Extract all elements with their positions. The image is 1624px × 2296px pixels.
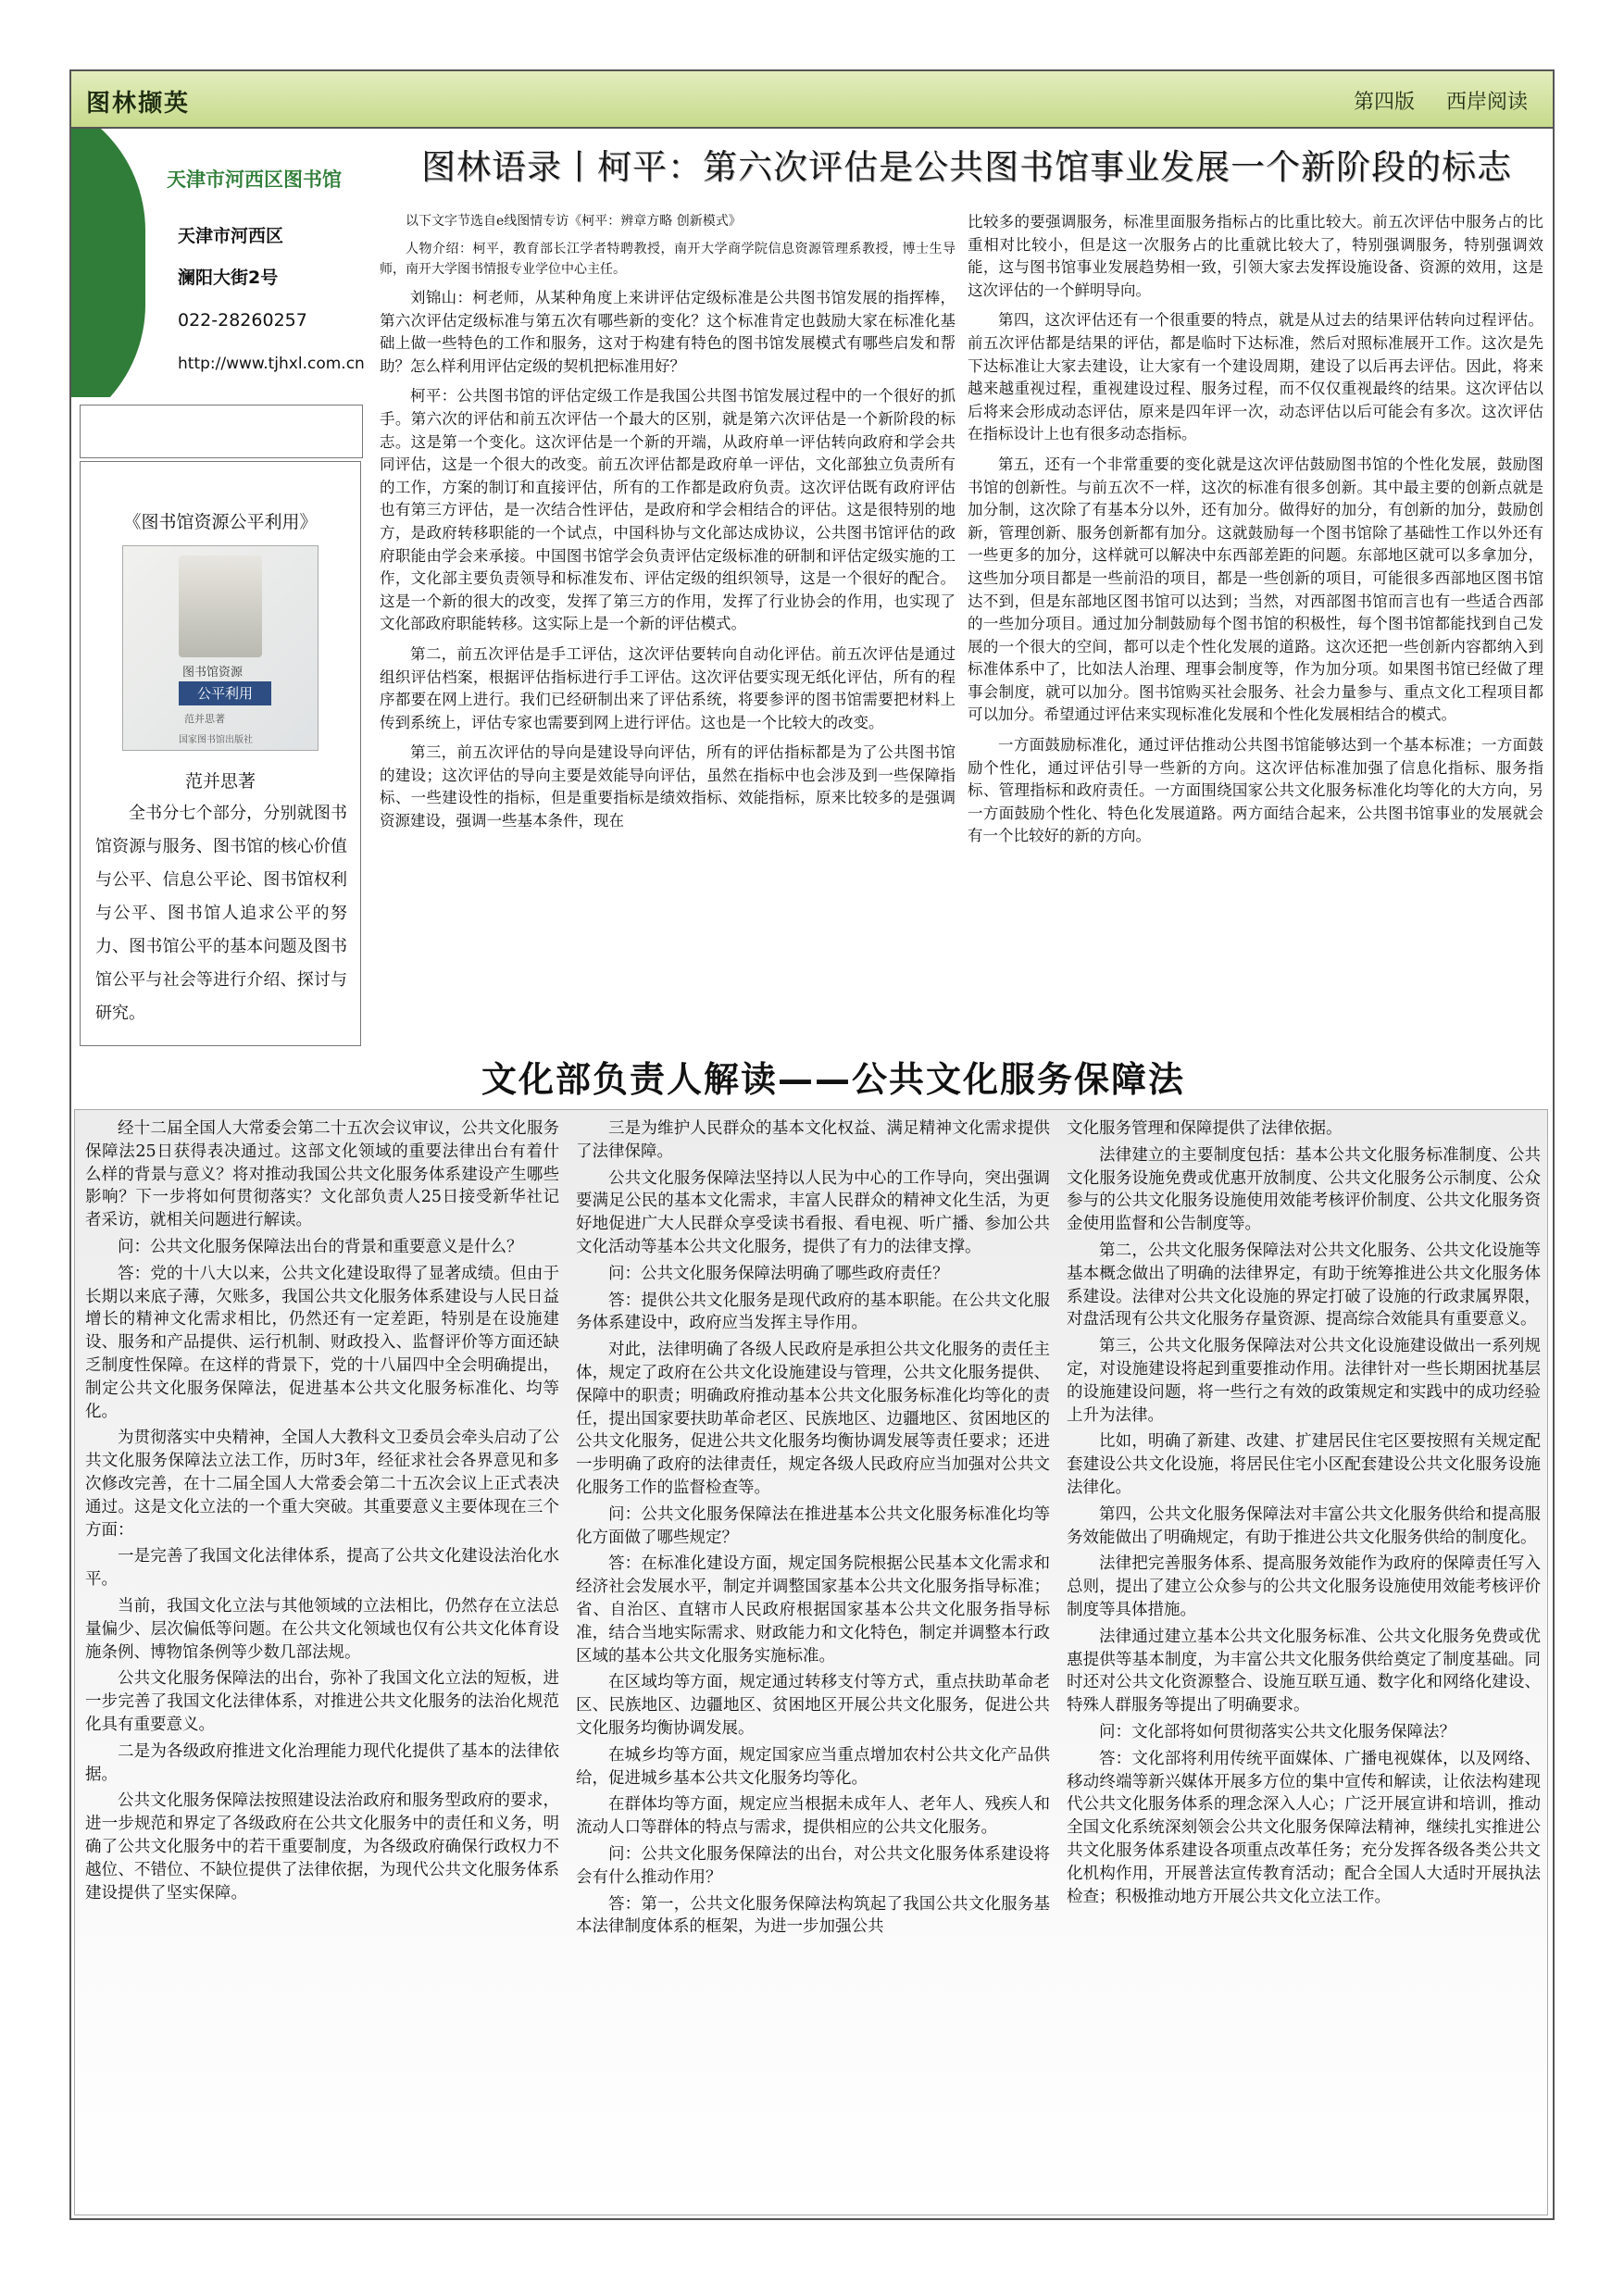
column-label: 西岸阅读 — [1446, 91, 1529, 114]
website-link[interactable]: http://www.tjhxl.com.cn — [178, 355, 365, 373]
article2-paragraph: 答：在标准化建设方面，规定国务院根据公民基本文化需求和经济社会发展水平，制定并调整国家基本公共文化服务指导标准；省、自治区、直辖市人民政府根据国家基本公共文化服务指导标准，结合当地实际需求、财政能力和文化特色，制定并调整本行政区域的基本公共文化服务实施标准。 — [576, 1554, 1050, 1666]
article2-paragraph: 公共文化服务保障法按照建设法治政府和服务型政府的要求，进一步规范和界定了各级政府在公共文化服务中的责任和义务，明确了公共文化服务中的若干重要制度，为各级政府确保行政权力不越位、不错位、不缺位提供了法律依据，为现代公共文化服务体系建设提供了坚实保障。 — [85, 1791, 559, 1903]
article2-paragraph: 二是为各级政府推进文化治理能力现代化提供了基本的法律依据。 — [85, 1741, 559, 1784]
cover-publisher: 国家图书馆出版社 — [179, 735, 253, 745]
book-title: 《图书馆资源公平利用》 — [123, 512, 318, 532]
article1-person-intro: 人物介绍：柯平，教育部长江学者特聘教授，南开大学商学院信息资源管理系教授，博士生导师，南开大学图书情报专业学位中心主任。 — [380, 242, 956, 277]
article2-paragraph: 在群体均等方面，规定应当根据未成年人、老年人、残疾人和流动人口等群体的特点与需求，提供相应的公共文化服务。 — [576, 1795, 1050, 1838]
article2-paragraph: 答：党的十八大以来，公共文化建设取得了显著成绩。但由于长期以来底子薄，欠账多，我国公共文化服务体系建设与人民日益增长的精神文化需求相比，仍然还有一定差距，特别是在设施建设、服务和产品提供、运行机制、财政投入、监督评价等方面还缺乏制度性保障。在这样的背景下，党的十八届四中全会明确提出，制定公共文化服务保障法，促进基本公共文化服务标准化、均等化。 — [85, 1264, 559, 1421]
book-recommendation-panel — [80, 461, 361, 1046]
book-cover-image — [122, 545, 319, 751]
article2-paragraph: 三是为维护人民群众的基本文化权益、满足精神文化需求提供了法律保障。 — [576, 1119, 1050, 1161]
article2-column-3 — [1067, 1117, 1541, 1912]
article2-paragraph: 第二，公共文化服务保障法对公共文化服务、公共文化设施等基本概念做出了明确的法律界定，有助于统筹推进公共文化服务体系建设。法律对公共文化设施的界定打破了设施的行政隶属界限，对盘活现有公共文化服务存量资源、提高综合效能具有重要意义。 — [1067, 1241, 1541, 1329]
article1-paragraph: 一方面鼓励标准化，通过评估推动公共图书馆能够达到一个基本标准；一方面鼓励个性化，通过评估引导一些新的方向。这次评估标准加强了信息化指标、服务指标、管理指标和政府责任。一方面围绕国家公共文化服务标准化均等化的大方向，另一方面鼓励个性化、特色化发展道路。两方面结合起来，公共图书馆事业的发展就会有一个比较好的新的方向。 — [968, 736, 1543, 845]
article1-source-note: 以下文字节选自e线图情专访《柯平：辨章方略 创新模式》 — [406, 214, 742, 229]
article2-paragraph: 经十二届全国人大常委会第二十五次会议审议，公共文化服务保障法25日获得表决通过。这部文化领域的重要法律出台有着什么样的背景与意义？将对推动我国公共文化服务体系建设产生哪些影响？下一步将如何贯彻落实？文化部负责人25日接受新华社记者采访，就相关问题进行解读。 — [85, 1119, 559, 1230]
article2-headline: 文化部负责人解读——公共文化服务保障法 — [481, 1059, 1186, 1100]
article2-paragraph: 公共文化服务保障法坚持以人民为中心的工作导向，突出强调要满足公民的基本文化需求，丰富人民群众的精神文化生活，为更好地促进广大人民群众享受读书看报、看电视、听广播、参加公共文化活动等基本公共文化服务，提供了有力的法律支撑。 — [576, 1168, 1050, 1256]
article1-column-1 — [380, 211, 956, 841]
article2-paragraph: 法律建立的主要制度包括：基本公共文化服务标准制度、公共文化服务设施免费或优惠开放制度、公共文化服务公示制度、公众参与的公共文化服务设施使用效能考核评价制度、公共文化服务资金使用监督和公告制度等。 — [1067, 1145, 1541, 1234]
cover-author: 范并思著 — [184, 713, 225, 725]
article2-paragraph: 答：文化部将利用传统平面媒体、广播电视媒体，以及网络、移动终端等新兴媒体开展多方位的集中宣传和解读，让依法构建现代公共文化服务体系的理念深入人心；广泛开展宣讲和培训，推动全国文化系统深刻领会公共文化服务保障法精神，继续扎实推进公共文化服务体系建设各项重点改革任务；充分发挥各级各类公共文化机构作用，开展普法宣传教育活动；配合全国人大适时开展执法检查；积极推动地方开展公共文化立法工作。 — [1067, 1749, 1541, 1906]
article2-paragraph: 第四，公共文化服务保障法对丰富公共文化服务供给和提高服务效能做出了明确规定，有助于推进公共文化服务供给的制度化。 — [1067, 1504, 1541, 1547]
article2-paragraph: 文化服务管理和保障提供了法律依据。 — [1067, 1119, 1343, 1138]
blank-box — [80, 405, 363, 458]
edition-label: 第四版 — [1354, 91, 1416, 114]
cover-title-line1: 图书馆资源 — [182, 666, 244, 680]
article2-column-2 — [576, 1117, 1050, 1942]
article2-paragraph: 对此，法律明确了各级人民政府是承担公共文化服务的责任主体，规定了政府在公共文化设施建设与管理，公共文化服务提供、保障中的职责；明确政府推动基本公共文化服务标准化均等化的责任，提出国家要扶助革命老区、民族地区、边疆地区、贫困地区的公共文化服务，促进公共文化服务均衡协调发展等责任要求；还进一步明确了政府的法律责任，规定各级人民政府应当加强对公共文化服务工作的监督检查等。 — [576, 1341, 1050, 1497]
library-name: 天津市河西区图书馆 — [167, 168, 342, 191]
article2-paragraph: 公共文化服务保障法的出台，弥补了我国文化立法的短板，进一步完善了我国文化法律体系，对推进公共文化服务的法治化规范化具有重要意义。 — [85, 1669, 559, 1734]
book-description: 全书分七个部分，分别就图书馆资源与服务、图书馆的核心价值与公平、信息公平论、图书馆权利与公平、图书馆人追求公平的努力、图书馆公平的基本问题及图书馆公平与社会等进行介绍、探讨与研究。 — [95, 804, 347, 1023]
address-line2: 澜阳大街2号 — [178, 268, 279, 288]
article1-paragraph: 比较多的要强调服务，标准里面服务指标占的比重比较大。前五次评估中服务占的比重相对比较小，但是这一次服务占的比重就比较大了，特别强调服务，特别强调效能，这与图书馆事业发展趋势相一致，引领大家去发挥设施设备、资源的效用，这是这次评估的一个鲜明导向。 — [968, 213, 1543, 299]
article2-paragraph: 问：公共文化服务保障法的出台，对公共文化服务体系建设将会有什么推动作用？ — [576, 1844, 1050, 1887]
article2-paragraph: 问：公共文化服务保障法明确了哪些政府责任？ — [608, 1264, 949, 1283]
article2-paragraph: 答：第一，公共文化服务保障法构筑起了我国公共文化服务基本法律制度体系的框架，为进一步加强公共 — [576, 1894, 1050, 1937]
article2-paragraph: 比如，明确了新建、改建、扩建居民住宅区要按照有关规定配套建设公共文化设施，将居民住宅小区配套建设公共文化服务设施法律化。 — [1067, 1432, 1541, 1497]
article1-paragraph: 第二，前五次评估是手工评估，这次评估要转向自动化评估。前五次评估是通过组织评估档案，根据评估指标进行手工评估。这次评估要实现无纸化评估，所有的程序都要在网上进行。我们已经研制出来了评估系统，将要参评的图书馆需要把材料上传到系统上，评估专家也需要到网上进行评估。这也是一个比较大的改变。 — [380, 644, 956, 731]
article2-paragraph: 法律把完善服务体系、提高服务效能作为政府的保障责任写入总则，提出了建立公众参与的公共文化服务设施使用效能考核评价制度等具体措施。 — [1067, 1554, 1541, 1619]
article1-column-2 — [968, 211, 1543, 855]
book-author: 范并思著 — [184, 771, 256, 792]
phone-number: 022-28260257 — [178, 310, 307, 331]
article2-paragraph: 在城乡均等方面，规定国家应当重点增加农村公共文化产品供给，促进城乡基本公共文化服务均等化。 — [576, 1745, 1050, 1788]
article2-paragraph: 一是完善了我国文化法律体系，提高了公共文化建设法治化水平。 — [85, 1547, 559, 1590]
article2-paragraph: 法律通过建立基本公共文化服务标准、公共文化服务免费或优惠提供等基本制度，为丰富公共文化服务供给奠定了制度基础。同时还对公共文化资源整合、设施互联互通、数字化和网络化建设、特殊人群服务等提出了明确要求。 — [1067, 1627, 1541, 1716]
article1-paragraph: 柯平：公共图书馆的评估定级工作是我国公共图书馆发展过程中的一个很好的抓手。第六次的评估和前五次评估一个最大的区别，就是第六次评估是一个新阶段的标志。这是第一个变化。这次评估是一个新的开端，从政府单一评估转向政府和学会共同评估，这是一个很大的改变。前五次评估都是政府单一评估，文化部独立负责所有的工作，方案的制订和直接评估，所有的工作都是政府负责。这次评估既有政府评估也有第三方评估，是一次结合性评估，是政府和学会相结合的评估。这是很特别的地方，是政府转移职能的一个试点，中国科协与文化部达成协议，公共图书馆评估的政府职能由学会来承接。中国图书馆学会负责评估定级标准的研制和评估定级实施的工作，文化部主要负责领导和标准发布、评估定级的组织领导，这是一个很好的配合。这是一个新的很大的改变，发挥了第三方的作用，发挥了行业协会的作用，也实现了文化部政府职能转移。这实际上是一个新的评估模式。 — [380, 387, 956, 633]
article2-paragraph: 答：提供公共文化服务是现代政府的基本职能。在公共文化服务体系建设中，政府应当发挥主导作用。 — [576, 1291, 1050, 1333]
green-arc-decoration — [71, 129, 145, 397]
article2-paragraph: 问：文化部将如何贯彻落实公共文化服务保障法？ — [1099, 1722, 1455, 1741]
article1-paragraph: 刘锦山：柯老师，从某种角度上来讲评估定级标准是公共图书馆发展的指挥棒，第六次评估定级标准与第五次有哪些新的变化？这个标准肯定也鼓励大家在标准化基础上做一些特色的工作和服务，这对于构建有特色的图书馆发展模式有哪些启发和帮助？怎么样利用评估定级的契机把标准用好？ — [380, 289, 956, 375]
cover-column-illustration — [179, 555, 262, 657]
article2-column-1 — [85, 1117, 559, 1908]
article2-paragraph: 第三，公共文化服务保障法对公共文化设施建设做出一系列规定，对设施建设将起到重要推动作用。法律针对一些长期困扰基层的设施建设问题，将一些行之有效的政策规定和实践中的成功经验上升为法律。 — [1067, 1337, 1541, 1425]
article2-paragraph: 为贯彻落实中央精神，全国人大教科文卫委员会牵头启动了公共文化服务保障法立法工作，历时3年，经征求社会各界意见和多次修改完善，在十二届全国人大常委会第二十五次会议上正式表决通过。这是文化立法的一个重大突破。其重要意义主要体现在三个方面： — [85, 1429, 559, 1540]
article1-paragraph: 第五，还有一个非常重要的变化就是这次评估鼓励图书馆的个性化发展，鼓励图书馆的创新性。与前五次不一样，这次的标准有很多创新。其中最主要的创新点就是加分制，这次除了有基本分以外，还有加分。做得好的加分，有创新的加分，鼓励创新，管理创新、服务创新都有加分。这就鼓励每一个图书馆除了基础性工作以外还有一些更多的加分，这样就可以解决中东西部差距的问题。东部地区就可以多拿加分，这些加分项目都是一些前沿的项目，都是一些创新的项目，可能很多西部地区图书馆达不到，但是东部地区图书馆可以达到；当然，对西部图书馆而言也有一些适合西部的一些加分项目。通过加分制鼓励每个图书馆的积极性，每个图书馆都能找到自己发展的一个很大的空间，都可以走个性化发展的道路。这次还把一些创新内容都纳入到标准体系中了，比如法人治理、理事会制度等，作为加分项。如果图书馆已经做了理事会制度，就可以加分。图书馆购买社会服务、社会力量参与、重点文化工程项目都可以加分。希望通过评估来实现标准化发展和个性化发展相结合的模式。 — [968, 455, 1543, 724]
cover-title-line2: 公平利用 — [179, 681, 271, 705]
article1-paragraph: 第三，前五次评估的导向是建设导向评估，所有的评估指标都是为了公共图书馆的建设；这次评估的导向主要是效能导向评估，虽然在指标中也会涉及到一些保障指标、一些建设性的指标，但是重要指标是绩效指标、效能指标，原来比较多的是强调资源建设，强调一些基本条件，现在 — [380, 743, 956, 830]
article2-paragraph: 问：公共文化服务保障法在推进基本公共文化服务标准化均等化方面做了哪些规定？ — [576, 1504, 1050, 1547]
section-name: 图林撷英 — [86, 90, 191, 118]
article2-paragraph: 在区域均等方面，规定通过转移支付等方式，重点扶助革命老区、民族地区、边疆地区、贫困地区开展公共文化服务，促进公共文化服务均衡协调发展。 — [576, 1673, 1050, 1738]
article2-paragraph: 当前，我国文化立法与其他领域的立法相比，仍然存在立法总量偏少、层次偏低等问题。在公共文化领域也仅有公共文化体育设施条例、博物馆条例等少数几部法规。 — [85, 1596, 559, 1662]
article1-headline: 图林语录丨柯平：第六次评估是公共图书馆事业发展一个新阶段的标志 — [421, 147, 1512, 187]
address-line1: 天津市河西区 — [178, 226, 284, 246]
article1-paragraph: 第四，这次评估还有一个很重要的特点，就是从过去的结果评估转向过程评估。前五次评估都是结果的评估，都是临时下达标准，然后对照标准展开工作。这次是先下达标准让大家去建设，让大家有一个建设周期，建设了以后再去评估。因此，将来越来越重视过程，重视建设过程、服务过程，而不仅仅重视最终的结果。这次评估以后将来会形成动态评估，原来是四年评一次，动态评估以后可能会有多次。这次评估在指标设计上也有很多动态指标。 — [968, 311, 1543, 443]
article2-paragraph: 问：公共文化服务保障法出台的背景和重要意义是什么？ — [118, 1237, 523, 1256]
